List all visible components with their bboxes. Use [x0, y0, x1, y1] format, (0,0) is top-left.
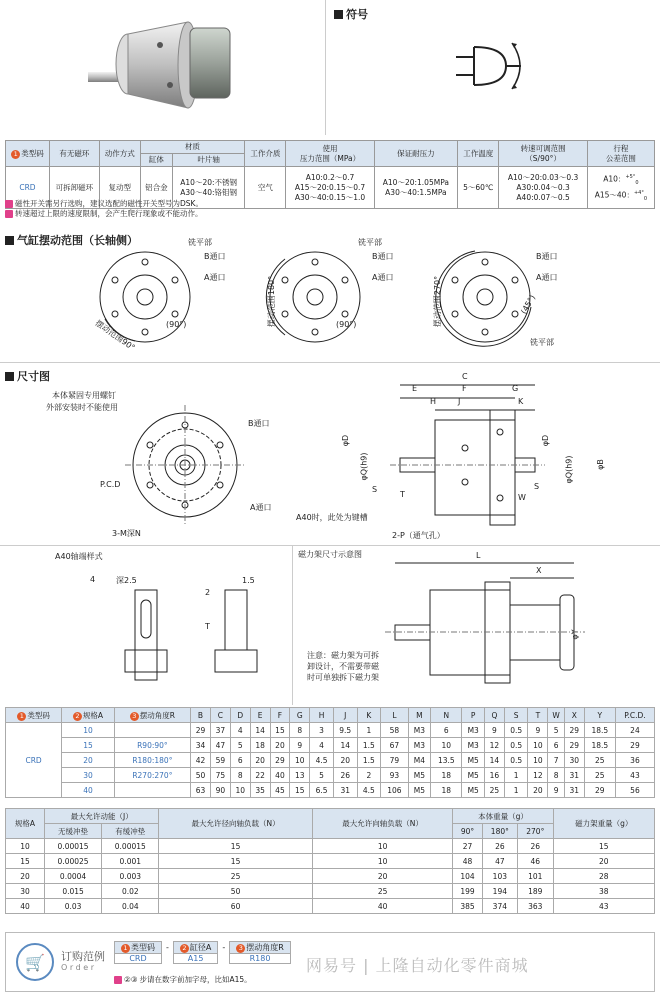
dim-cell: 6.5: [310, 783, 334, 798]
dim-cell: 14: [484, 753, 504, 768]
wt-cell: 50: [159, 884, 312, 899]
wt-cell: 101: [518, 869, 553, 884]
d3-flat-label: 铣平部: [530, 338, 554, 347]
wt-h-mag: 磁力架重量（g）: [553, 809, 654, 839]
dim-t: T: [400, 490, 405, 499]
dim-c: C: [462, 372, 468, 381]
dim-table: [5, 707, 655, 798]
wt-cell: 40: [312, 899, 453, 914]
d3-range-label: 摆动范围270°: [433, 275, 443, 328]
order-box: [5, 932, 655, 992]
wt-cell: 20: [312, 869, 453, 884]
dim-th-3: B: [191, 708, 211, 723]
dim-cell: M3: [408, 723, 431, 738]
wt-cell: 47: [482, 854, 517, 869]
wt-h-180: 180°: [482, 824, 517, 839]
th-temp: 工作温度: [458, 141, 499, 167]
th-stroke: 行程 公差范围: [587, 141, 654, 167]
wt-cell: 15: [6, 854, 45, 869]
dim-cell: 75: [210, 768, 230, 783]
mag-note: 注意：磁力架为可拆 卸设计，不需要带磁 时可单独拆下磁力架: [307, 651, 379, 682]
wt-cell: 189: [518, 884, 553, 899]
dim-cell: M4: [408, 753, 431, 768]
dim-row: [6, 738, 655, 753]
dim-phi-q2: φQ(h9): [564, 455, 574, 484]
dim-cell: M5: [462, 768, 485, 783]
dim-cell: 18: [250, 738, 270, 753]
cell-speed: A10～20:0.03～0.3 A30:0.04～0.3 A40:0.07～0.5: [499, 167, 587, 209]
port2-label: 2-P（通气孔）: [392, 531, 445, 540]
dim-phi-b: φB: [595, 459, 605, 470]
mag-title: 磁力架尺寸示意图: [298, 550, 362, 559]
dim-cell: 20: [250, 753, 270, 768]
dim-cell: 24: [615, 723, 654, 738]
note-1: 磁性开关需另行选购，建议选配的磁性开关型号为DSK。: [15, 199, 203, 208]
mag-y: φY: [570, 629, 580, 640]
dim-cell: 6: [431, 723, 462, 738]
dim-cell: 42: [191, 753, 211, 768]
wt-row: [6, 869, 655, 884]
cell-type-code: CRD: [6, 167, 50, 209]
a40-mag-drawings: [0, 560, 660, 705]
dim-th-14: N: [431, 708, 462, 723]
dim-cell: 30: [564, 753, 584, 768]
dim-cell: 2: [357, 768, 381, 783]
mag-x: X: [536, 566, 542, 575]
dim-cell: M3: [462, 723, 485, 738]
dim-cell: M5: [408, 783, 431, 798]
dim-cell: 7: [548, 753, 565, 768]
cell-shaft: A10～20:不锈钢 A30～40:铬钼钢: [172, 167, 244, 209]
wt-cell: 104: [453, 869, 482, 884]
dim-cell: 12: [528, 768, 548, 783]
dim-g: G: [512, 384, 519, 393]
dim-cell: 56: [615, 783, 654, 798]
dim-cell: 5: [548, 723, 565, 738]
dim-th-6: E: [250, 708, 270, 723]
dim-h: H: [430, 397, 437, 406]
dim-cell: 18.5: [584, 738, 615, 753]
dim-cell: 10: [290, 753, 310, 768]
dim-cell: 15: [290, 783, 310, 798]
wt-h-radial: 最大允许径向轴负载（N）: [159, 809, 312, 839]
dim-cell: 1.5: [357, 738, 381, 753]
wt-h-spec: 规格A: [6, 809, 45, 839]
wt-cell: 15: [159, 839, 312, 854]
wt-cell: 40: [6, 899, 45, 914]
order-en: O r d e r: [61, 963, 95, 972]
wt-cell: 194: [482, 884, 517, 899]
dim-cell: 20: [528, 783, 548, 798]
dim-th-20: X: [564, 708, 584, 723]
dim-row: [6, 753, 655, 768]
d1-a-label: A通口: [204, 273, 226, 282]
d1-angle-label: (90°): [166, 320, 187, 329]
dim-row: [6, 783, 655, 798]
rotary-actuator-symbol: [446, 35, 556, 105]
dim-cell: 4.5: [357, 783, 381, 798]
spec-notes: [5, 199, 203, 219]
wt-cell: 0.00015: [102, 839, 159, 854]
dim-th-10: J: [333, 708, 357, 723]
dim-th-19: W: [548, 708, 565, 723]
wt-h-no: 无缓冲垫: [44, 824, 101, 839]
th-medium: 工作介质: [245, 141, 286, 167]
dims-a-port: A通口: [250, 503, 272, 512]
d1-range-label: 摆动范围90°: [93, 318, 137, 353]
cell-action: 复动型: [99, 167, 140, 209]
dim-cell: 4: [230, 723, 250, 738]
dim-th-22: P.C.D.: [615, 708, 654, 723]
dim-spec: 20: [62, 753, 114, 768]
wt-row: [6, 884, 655, 899]
d2-range-label: 摆动范围180°: [267, 275, 277, 328]
wt-cell: 0.02: [102, 884, 159, 899]
wt-cell: 26: [518, 839, 553, 854]
a40-15: 1.5: [242, 576, 255, 585]
dim-cell: 1.5: [357, 753, 381, 768]
wt-cell: 199: [453, 884, 482, 899]
dims-note2: 外部安装时不能使用: [46, 403, 118, 412]
dim-th-11: K: [357, 708, 381, 723]
dim-th-21: Y: [584, 708, 615, 723]
dim-type-code: CRD: [6, 723, 62, 798]
dim-cell: 67: [381, 738, 408, 753]
dim-cell: 13: [290, 768, 310, 783]
dim-cell: 3: [310, 723, 334, 738]
wt-cell: 30: [6, 884, 45, 899]
dim-angle: R270:270°: [114, 768, 190, 783]
mag-l: L: [476, 551, 481, 560]
dim-cell: 22: [250, 768, 270, 783]
th-proof: 保证耐压力: [374, 141, 457, 167]
th-barrel: 缸体: [140, 154, 172, 167]
dim-th-18: T: [528, 708, 548, 723]
dim-cell: 1: [357, 723, 381, 738]
dim-cell: 1: [504, 768, 528, 783]
dim-cell: 90: [210, 783, 230, 798]
note-2: 转速超过上限的速度限制，会产生爬行现象或不能动作。: [15, 209, 203, 218]
dim-cell: 29: [191, 723, 211, 738]
dim-phi-q: φQ(h9): [359, 452, 369, 481]
wt-h-axial: 最大允许向轴负载（N）: [312, 809, 453, 839]
wt-cell: 0.03: [44, 899, 101, 914]
dim-cell: 31: [564, 768, 584, 783]
dim-cell: M5: [462, 783, 485, 798]
wt-cell: 10: [312, 854, 453, 869]
cell-pressure: A10:0.2～0.7 A15～20:0.15～0.7 A30～40:0.15～1.0: [286, 167, 374, 209]
dim-th-2: 3 摆动角度R: [114, 708, 190, 723]
dim-cell: 26: [333, 768, 357, 783]
dim-cell: 18: [431, 783, 462, 798]
order-title: 订购范例: [61, 950, 105, 963]
dim-cell: 25: [584, 753, 615, 768]
dim-th-5: D: [230, 708, 250, 723]
dim-th-1: 2 规格A: [62, 708, 114, 723]
wt-cell: 60: [159, 899, 312, 914]
dim-th-16: Q: [484, 708, 504, 723]
wt-cell: 28: [553, 869, 654, 884]
dim-cell: M5: [408, 768, 431, 783]
dim-cell: 29: [564, 723, 584, 738]
wt-cell: 46: [518, 854, 553, 869]
dim-cell: M3: [408, 738, 431, 753]
wt-cell: 0.015: [44, 884, 101, 899]
dim-cell: 9.5: [333, 723, 357, 738]
dim-row: [6, 723, 655, 738]
dim-cell: 18.5: [584, 723, 615, 738]
dim-cell: 34: [191, 738, 211, 753]
d1-b-label: B通口: [204, 252, 226, 261]
dim-cell: 47: [210, 738, 230, 753]
key-label: A40时，此处为键槽: [296, 513, 368, 522]
wt-cell: 43: [553, 899, 654, 914]
dim-e: E: [412, 384, 418, 393]
wt-cell: 385: [453, 899, 482, 914]
weight-table: [5, 808, 655, 914]
dim-cell: 9: [548, 783, 565, 798]
dim-th-9: H: [310, 708, 334, 723]
dim-cell: 58: [381, 723, 408, 738]
dim-th-12: L: [381, 708, 408, 723]
wt-cell: 25: [159, 869, 312, 884]
wt-cell: 26: [482, 839, 517, 854]
dim-s2: S: [534, 482, 540, 491]
dim-cell: 6: [230, 753, 250, 768]
cell-magnet: 可拆卸磁环: [49, 167, 99, 209]
dim-w: W: [518, 493, 526, 502]
th-action: 动作方式: [99, 141, 140, 167]
dim-cell: 29: [615, 738, 654, 753]
dim-cell: 31: [333, 783, 357, 798]
dim-th-0: 1 类型码: [6, 708, 62, 723]
d3-angle-label: (45°): [519, 293, 538, 316]
wt-cell: 15: [553, 839, 654, 854]
dim-cell: 0.5: [504, 753, 528, 768]
dim-cell: 10: [230, 783, 250, 798]
dim-cell: 9: [484, 723, 504, 738]
dim-cell: 1: [504, 783, 528, 798]
dim-cell: 10: [528, 753, 548, 768]
dim-angle: R90:90°: [114, 738, 190, 753]
dim-f: F: [462, 384, 467, 393]
wt-cell: 48: [453, 854, 482, 869]
dim-cell: 10: [431, 738, 462, 753]
dim-k: K: [518, 397, 524, 406]
wt-cell: 10: [6, 839, 45, 854]
dim-th-17: S: [504, 708, 528, 723]
th-magnet: 有无磁环: [49, 141, 99, 167]
dim-cell: 45: [270, 783, 290, 798]
dim-row: [6, 768, 655, 783]
dim-cell: 0.5: [504, 723, 528, 738]
dim-cell: 8: [548, 768, 565, 783]
wt-row: [6, 899, 655, 914]
dim-cell: 5: [230, 738, 250, 753]
dim-cell: 4.5: [310, 753, 334, 768]
wt-h-90: 90°: [453, 824, 482, 839]
dim-cell: 25: [484, 783, 504, 798]
cell-temp: 5～60℃: [458, 167, 499, 209]
a40-2: 2: [205, 588, 211, 597]
m-label: 3-M深N: [112, 529, 141, 538]
dim-cell: 14: [333, 738, 357, 753]
wt-cell: 103: [482, 869, 517, 884]
dim-cell: 106: [381, 783, 408, 798]
a40-depth: 深2.5: [116, 576, 137, 585]
wt-cell: 0.00015: [44, 839, 101, 854]
th-shaft: 叶片轴: [172, 154, 244, 167]
dim-cell: 50: [191, 768, 211, 783]
a40-t: T: [205, 622, 210, 631]
swing-diagrams: [0, 245, 660, 360]
dim-cell: 9: [528, 723, 548, 738]
wt-h-energy: 最大允许动能（J）: [44, 809, 158, 824]
dim-cell: 6: [548, 738, 565, 753]
dim-s: S: [372, 485, 378, 494]
dim-th-15: P: [462, 708, 485, 723]
dim-cell: 18: [431, 768, 462, 783]
dim-cell: 0.5: [504, 738, 528, 753]
swing-title: 气缸摆动范围（长轴侧）: [5, 232, 138, 248]
dim-cell: M3: [462, 738, 485, 753]
dim-th-4: C: [210, 708, 230, 723]
dim-j: J: [458, 397, 461, 406]
cell-medium: 空气: [245, 167, 286, 209]
wt-h-270: 270°: [518, 824, 553, 839]
symbol-title: 符号: [334, 6, 368, 22]
wt-cell: 374: [482, 899, 517, 914]
cell-proof: A10～20:1.05MPa A30～40:1.5MPa: [374, 167, 457, 209]
dims-b-port: B通口: [248, 419, 270, 428]
wt-cell: 25: [312, 884, 453, 899]
dim-th-13: M: [408, 708, 431, 723]
watermark: 网易号 | 上隆自动化零件商城: [306, 956, 529, 975]
wt-row: [6, 839, 655, 854]
dim-cell: 35: [250, 783, 270, 798]
d1-flat-label: 铣平部: [188, 238, 212, 247]
wt-h-with: 有缓冲垫: [102, 824, 159, 839]
dims-title: 尺寸图: [5, 368, 50, 384]
dim-cell: 36: [615, 753, 654, 768]
dim-spec: 40: [62, 783, 114, 798]
dim-cell: 14: [250, 723, 270, 738]
dim-cell: 25: [584, 768, 615, 783]
dims-note1: 本体紧固专用螺钉: [52, 391, 116, 400]
wt-cell: 0.00025: [44, 854, 101, 869]
cart-icon: 🛒: [16, 943, 54, 981]
d2-b-label: B通口: [372, 252, 394, 261]
dim-spec: 15: [62, 738, 114, 753]
dim-th-7: F: [270, 708, 290, 723]
product-photo: [0, 0, 325, 135]
dim-th-8: G: [290, 708, 310, 723]
dim-cell: 31: [564, 783, 584, 798]
dim-spec: 10: [62, 723, 114, 738]
dim-cell: 29: [564, 738, 584, 753]
wt-cell: 15: [159, 854, 312, 869]
order-note: ②③ 步请在数字前加字母，比如A15。: [114, 975, 252, 985]
dim-cell: 13.5: [431, 753, 462, 768]
cell-stroke: A10：$^{+5^\circ}_0$ A15～40：$^{+4^\circ}_0$: [587, 167, 654, 209]
wt-cell: 27: [453, 839, 482, 854]
dim-cell: 9: [290, 738, 310, 753]
d2-flat-label: 铣平部: [358, 238, 382, 247]
wt-cell: 0.001: [102, 854, 159, 869]
dim-phi-d2: φD: [541, 434, 551, 447]
th-type-code: 1 类型码: [6, 141, 50, 167]
dim-spec: 30: [62, 768, 114, 783]
dim-cell: 12: [484, 738, 504, 753]
a40-title: A40轴端样式: [55, 552, 103, 561]
dim-cell: 8: [290, 723, 310, 738]
dim-cell: 29: [584, 783, 615, 798]
dim-cell: 16: [484, 768, 504, 783]
dim-cell: 43: [615, 768, 654, 783]
dim-cell: 79: [381, 753, 408, 768]
dim-angle: [114, 723, 190, 738]
dim-cell: 29: [270, 753, 290, 768]
dim-cell: 8: [230, 768, 250, 783]
dim-cell: 20: [333, 753, 357, 768]
wt-cell: 20: [6, 869, 45, 884]
th-material: 材质: [140, 141, 245, 154]
th-speed: 转速可调范围 （S/90°）: [499, 141, 587, 167]
d3-b-label: B通口: [536, 252, 558, 261]
dim-cell: 63: [191, 783, 211, 798]
dim-cell: 40: [270, 768, 290, 783]
dim-cell: 10: [528, 738, 548, 753]
wt-cell: 10: [312, 839, 453, 854]
wt-cell: 0.0004: [44, 869, 101, 884]
dim-cell: 59: [210, 753, 230, 768]
dim-phi-d: φD: [341, 434, 351, 447]
dim-cell: 37: [210, 723, 230, 738]
order-table: 1 类型码 - 2 缸径A - 3 摆动角度R CRD A15 R180: [114, 941, 291, 964]
wt-cell: 20: [553, 854, 654, 869]
dim-angle: [114, 783, 190, 798]
cell-barrel: 铝合金: [140, 167, 172, 209]
d2-angle-label: (90°): [336, 320, 357, 329]
wt-cell: 363: [518, 899, 553, 914]
dim-cell: 5: [310, 768, 334, 783]
d2-a-label: A通口: [372, 273, 394, 282]
wt-row: [6, 854, 655, 869]
dim-cell: M5: [462, 753, 485, 768]
dim-cell: 20: [270, 738, 290, 753]
pcd-label: P.C.D: [100, 480, 121, 489]
dim-cell: 15: [270, 723, 290, 738]
d3-a-label: A通口: [536, 273, 558, 282]
wt-cell: 38: [553, 884, 654, 899]
dim-cell: 4: [310, 738, 334, 753]
th-pressure: 使用 压力范围（MPa）: [286, 141, 374, 167]
wt-cell: 0.04: [102, 899, 159, 914]
dim-cell: 93: [381, 768, 408, 783]
dim-angle: R180:180°: [114, 753, 190, 768]
wt-h-weight: 本体重量（g）: [453, 809, 553, 824]
wt-cell: 0.003: [102, 869, 159, 884]
a40-width: 4: [90, 575, 96, 584]
